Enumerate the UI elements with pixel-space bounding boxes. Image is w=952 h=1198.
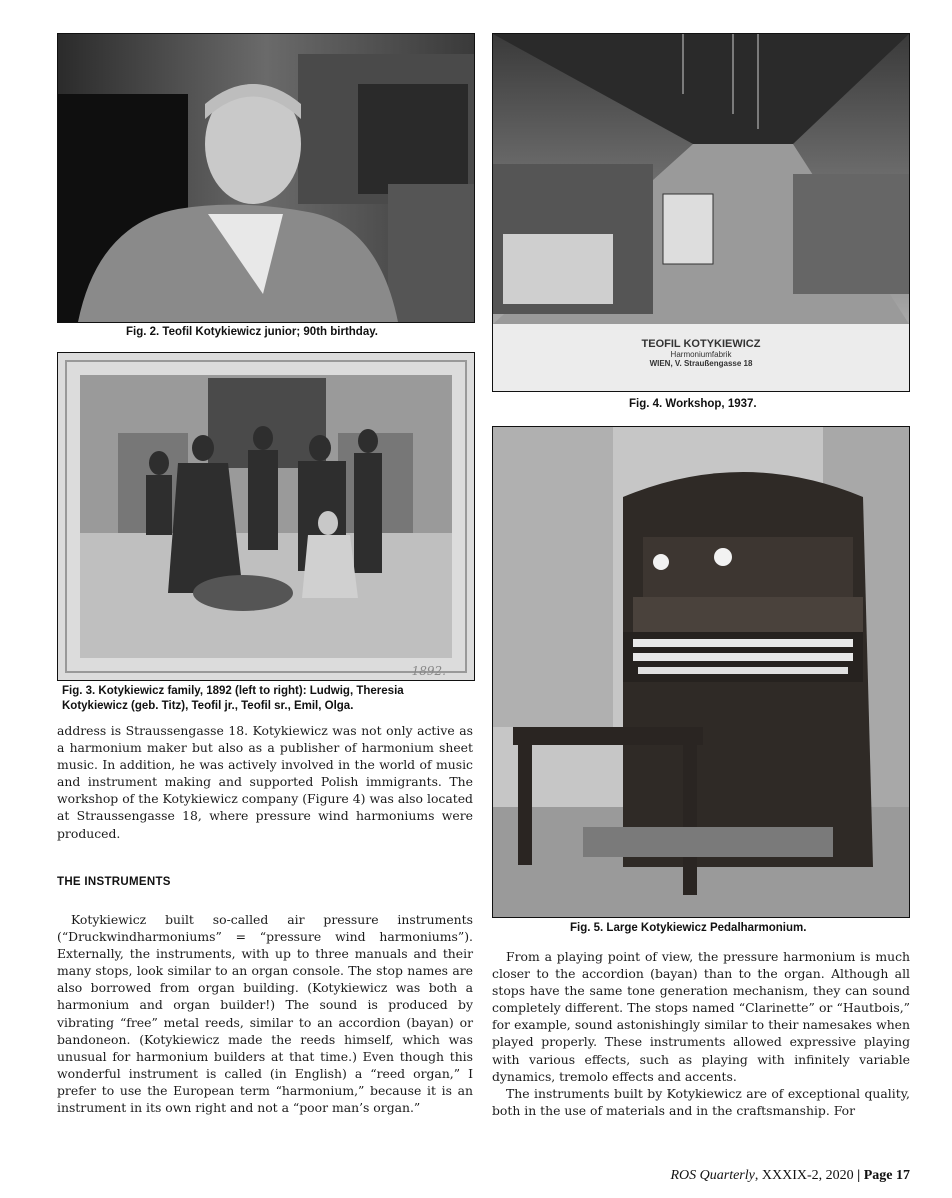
fig2-photo (57, 33, 475, 323)
fig3-caption (62, 684, 404, 714)
footer-issue: , XXXIX-2, 2020 (754, 1168, 858, 1183)
fig3-photo (57, 352, 475, 681)
fig4-stamp-line2: Harmoniumfabrik (670, 350, 732, 359)
fig5-caption: Fig. 5. Large Kotykiewicz Pedalharmonium. (570, 922, 807, 934)
fig4-photo (492, 33, 910, 392)
left-column-text-top (57, 722, 473, 842)
section-heading-instruments: THE INSTRUMENTS (57, 876, 171, 888)
fig4-stamp (493, 338, 909, 368)
footer-publication: ROS Quarterly (670, 1168, 755, 1183)
right-para-playing: From a playing point of view, the pressure harmonium is much closer to the accordion (bayan) than to the organ. Although all stops have the same tone generation mechanism, they can sound completely different. The stops named “Clarinette” or “Hautbois,” for example, sound astonishingly similar to their namesakes when played properly. These instruments allowed expressive playing with various effects, such as playing with infinitely variable dynamics, tremolo effects and accents. (492, 949, 910, 1084)
fig3-caption-line2: Kotykiewicz (geb. Titz), Teofil jr., Teofil sr., Emil, Olga. (62, 700, 354, 712)
left-column-text-bottom (57, 911, 473, 1116)
left-para-address: address is Straussengasse 18. Kotykiewicz was not only active as a harmonium maker but also as a publisher of harmonium sheet music. In addition, he was actively involved in the world of music and instrument making and supported Polish immigrants. The workshop of the Kotykiewicz company (Figure 4) was also located at Straussengasse 18, where pressure wind harmoniums were produced. (57, 723, 473, 841)
fig2-caption: Fig. 2. Teofil Kotykiewicz junior; 90th birthday. (126, 326, 378, 338)
left-para-instruments: Kotykiewicz built so-called air pressure instruments (“Druckwindharmoniums” = “pressure wind harmoniums”). Externally, the instruments, with up to three manuals and their many stops, look similar to an organ console. The stop names are also borrowed from organ building. (Kotykiewicz was both a harmonium and organ builder!) The sound is produced by vibrating “free” metal reeds, similar to an accordion (bayan) or bandoneon. (Kotykiewicz made the reeds himself, which was unusual for harmonium builders at that time.) Even though this wonderful instrument is called (in English) a “reed organ,” I prefer to use the European term “harmonium,” because it is an instrument in its own right and not a “poor man’s organ.” (57, 912, 473, 1116)
fig4-stamp-line3: WIEN, V. Straußengasse 18 (649, 359, 753, 368)
fig3-caption-line1: Fig. 3. Kotykiewicz family, 1892 (left to right): Ludwig, Theresia (62, 685, 404, 697)
right-column-text (492, 948, 910, 1119)
fig5-photo (492, 426, 910, 918)
footer-page-number: Page 17 (863, 1168, 910, 1183)
footer-separator: | (857, 1168, 861, 1183)
fig4-caption: Fig. 4. Workshop, 1937. (629, 398, 757, 410)
right-para-quality: The instruments built by Kotykiewicz are of exceptional quality, both in the use of materials and in the craftsmanship. For (492, 1085, 910, 1118)
page-footer (670, 1168, 910, 1184)
fig4-stamp-name: TEOFIL KOTYKIEWICZ (641, 338, 761, 350)
fig3-date-mark: 1892. (411, 664, 446, 678)
